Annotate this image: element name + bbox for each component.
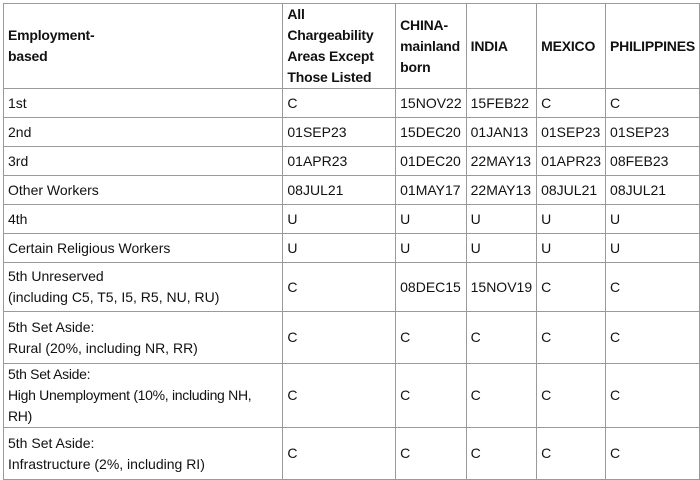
date-cell: 22MAY13 [466, 147, 536, 176]
date-cell: 15FEB22 [466, 89, 536, 118]
date-cell: 01APR23 [537, 147, 606, 176]
date-cell: 08FEB23 [606, 147, 700, 176]
date-cell: 01DEC20 [396, 147, 466, 176]
date-cell: U [283, 234, 396, 263]
date-cell: 01MAY17 [396, 176, 466, 205]
category-cell: 3rd [4, 147, 283, 176]
date-cell: U [396, 234, 466, 263]
date-cell: C [606, 364, 700, 428]
header-philippines: PHILIPPINES [606, 4, 700, 89]
date-cell: 08DEC15 [396, 263, 466, 312]
table-row [4, 234, 700, 263]
table-row [4, 263, 700, 312]
date-cell: U [606, 234, 700, 263]
table-row [4, 118, 700, 147]
category-cell: 5th Unreserved (including C5, T5, I5, R5, NU, RU) [4, 263, 283, 312]
date-cell: C [537, 428, 606, 480]
header-all-chargeability: All Chargeability Areas Except Those Listed [283, 4, 396, 89]
date-cell: C [396, 312, 466, 364]
category-cell: 1st [4, 89, 283, 118]
date-cell: U [537, 234, 606, 263]
date-cell: C [537, 89, 606, 118]
visa-bulletin-table [3, 3, 700, 480]
category-cell: 5th Set Aside: High Unemployment (10%, including NH, RH) [4, 364, 283, 428]
date-cell: U [466, 205, 536, 234]
date-cell: C [283, 364, 396, 428]
category-cell: Certain Religious Workers [4, 234, 283, 263]
category-cell: 5th Set Aside: Infrastructure (2%, including RI) [4, 428, 283, 480]
table-row [4, 312, 700, 364]
date-cell: U [396, 205, 466, 234]
category-cell: 4th [4, 205, 283, 234]
date-cell: C [606, 89, 700, 118]
date-cell: 01SEP23 [606, 118, 700, 147]
date-cell: 15NOV22 [396, 89, 466, 118]
table-row [4, 428, 700, 480]
header-mexico: MEXICO [537, 4, 606, 89]
date-cell: U [283, 205, 396, 234]
date-cell: 08JUL21 [606, 176, 700, 205]
date-cell: C [537, 364, 606, 428]
table-row [4, 364, 700, 428]
date-cell: 22MAY13 [466, 176, 536, 205]
date-cell: C [283, 89, 396, 118]
date-cell: U [537, 205, 606, 234]
date-cell: 15DEC20 [396, 118, 466, 147]
header-india: INDIA [466, 4, 536, 89]
date-cell: C [396, 364, 466, 428]
date-cell: C [283, 428, 396, 480]
table-row [4, 147, 700, 176]
category-cell: Other Workers [4, 176, 283, 205]
header-row [4, 4, 700, 89]
category-cell: 5th Set Aside: Rural (20%, including NR, RR) [4, 312, 283, 364]
date-cell: C [606, 263, 700, 312]
header-employment-based: Employment- based [4, 4, 283, 89]
date-cell: 15NOV19 [466, 263, 536, 312]
date-cell: 01SEP23 [283, 118, 396, 147]
date-cell: 01SEP23 [537, 118, 606, 147]
date-cell: C [537, 263, 606, 312]
date-cell: 01APR23 [283, 147, 396, 176]
date-cell: 01JAN13 [466, 118, 536, 147]
date-cell: C [283, 263, 396, 312]
date-cell: C [466, 312, 536, 364]
date-cell: C [396, 428, 466, 480]
date-cell: C [537, 312, 606, 364]
date-cell: 08JUL21 [537, 176, 606, 205]
category-cell: 2nd [4, 118, 283, 147]
table-row [4, 205, 700, 234]
date-cell: C [606, 428, 700, 480]
date-cell: U [606, 205, 700, 234]
date-cell: U [466, 234, 536, 263]
table-row [4, 176, 700, 205]
date-cell: 08JUL21 [283, 176, 396, 205]
table-row [4, 89, 700, 118]
date-cell: C [606, 312, 700, 364]
date-cell: C [466, 428, 536, 480]
header-china: CHINA- mainland born [396, 4, 466, 89]
date-cell: C [283, 312, 396, 364]
date-cell: C [466, 364, 536, 428]
